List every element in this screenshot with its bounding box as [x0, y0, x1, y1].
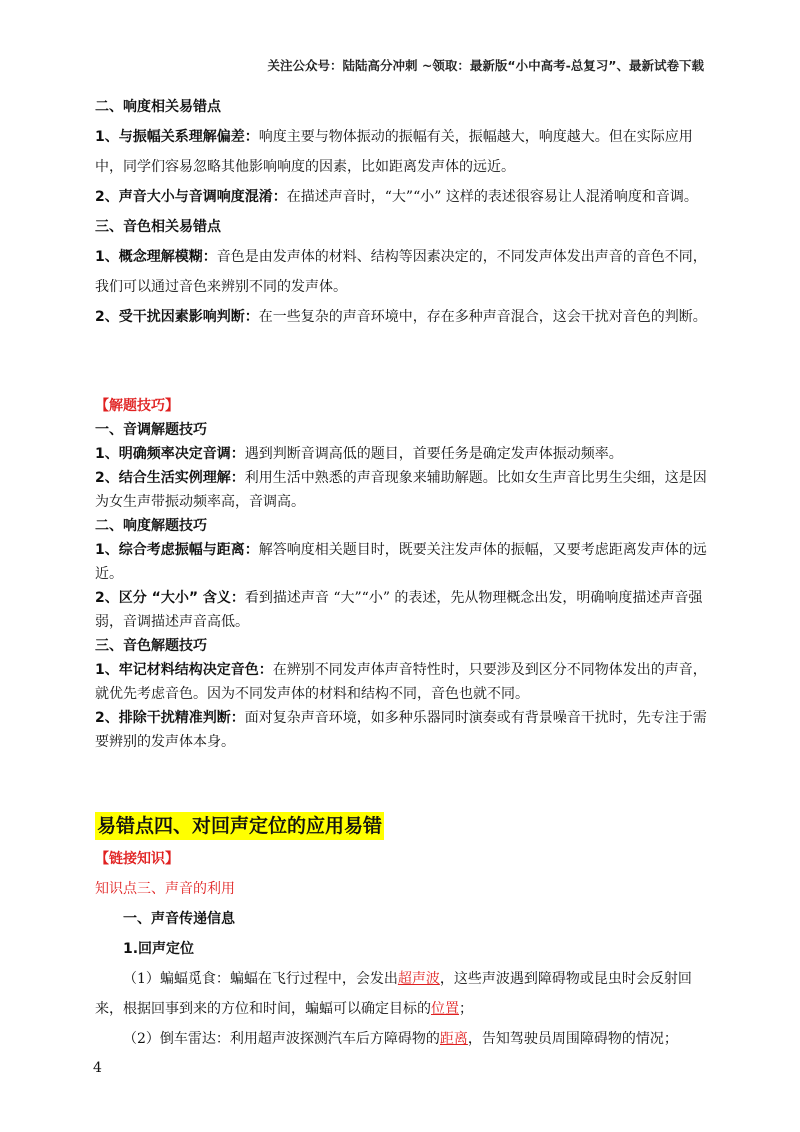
blank-answer: 位置	[431, 1001, 459, 1017]
item-text: 在描述声音时，“大”“小” 这样的表述很容易让人混淆响度和音调。	[286, 189, 698, 205]
blank-answer: 距离	[439, 1031, 468, 1047]
section-four-block	[95, 812, 707, 1054]
text-part: ；	[459, 1001, 473, 1017]
timbre-error-item-2	[95, 302, 707, 332]
item-label: 1、概念理解模糊：	[95, 249, 217, 265]
item-label: 2、声音大小与音调响度混淆：	[95, 189, 287, 205]
item-text: 遇到判断音调高低的题目，首要任务是确定发声体振动频率。	[244, 446, 623, 462]
loudness-tip-2	[95, 586, 707, 634]
item-text: 面对复杂声音环境，如多种乐器同时演奏或有背景噪音干扰时，先专注于需要辨别的发声体本身。	[95, 710, 707, 750]
timbre-tip-1	[95, 658, 707, 706]
item-label: 2、排除干扰精准判断：	[95, 710, 245, 726]
loudness-errors-heading: 二、响度相关易错点	[95, 99, 221, 115]
link-knowledge-title: 【链接知识】	[95, 851, 179, 867]
pitch-tip-1	[95, 442, 707, 466]
blank-answer: 超声波	[397, 971, 440, 987]
item-text: 利用生活中熟悉的声音现象来辅助解题。比如女生声音比男生尖细，这是因为女生声带振动频率高，音调高。	[95, 470, 707, 510]
text-part: （2）倒车雷达：利用超声波探测汽车后方障碍物的	[123, 1031, 440, 1047]
item-label: 2、结合生活实例理解：	[95, 470, 245, 486]
loudness-tip-1	[95, 538, 707, 586]
item-label: 2、区分 “大小” 含义：	[95, 590, 245, 606]
timbre-error-item-1	[95, 242, 707, 302]
sub-heading: 一、声音传递信息	[123, 911, 235, 927]
pitch-tip-2	[95, 466, 707, 514]
text-part: ，这些声波遇到障碍物或昆虫时会反射回来，根据回事到来的方位和时间，蝙蝠可以确定目标的	[95, 971, 692, 1017]
text-part: ，告知驾驶员周围障碍物的情况；	[467, 1031, 678, 1047]
section-title: 易错点四、对回声定位的应用易错	[95, 812, 384, 840]
error-points-block	[95, 92, 707, 332]
item-text: 解答响度相关题目时，既要关注发声体的振幅，又要考虑距离发声体的远近。	[95, 542, 707, 582]
item-label: 1、明确频率决定音调：	[95, 446, 245, 462]
text-part: （1）蝙蝠觅食：蝙蝠在飞行过程中，会发出	[123, 971, 398, 987]
timbre-tips-heading: 三、音色解题技巧	[95, 638, 207, 654]
item-label: 1、牢记材料结构决定音色：	[95, 662, 273, 678]
page-header: 关注公众号：陆陆高分冲刺 ~领取：最新版“小中高考-总复习”、最新试卷下载	[267, 58, 704, 73]
sub-sub-heading: 1.回声定位	[123, 941, 195, 957]
item-text: 响度主要与物体振动的振幅有关，振幅越大，响度越大。但在实际应用中，同学们容易忽略其他影响响度的因素，比如距离发声体的远近。	[95, 129, 693, 175]
knowledge-point-title: 知识点三、声音的利用	[95, 881, 235, 897]
tips-title: 【解题技巧】	[95, 398, 179, 414]
item-text: 在一些复杂的声音环境中，存在多种声音混合，这会干扰对音色的判断。	[258, 309, 707, 325]
item-text: 看到描述声音 “大”“小” 的表述，先从物理概念出发，明确响度描述声音强弱，音调描述声音高低。	[95, 590, 703, 630]
pitch-tips-heading: 一、音调解题技巧	[95, 422, 207, 438]
page-number: 4	[93, 1060, 102, 1076]
item-label: 1、综合考虑振幅与距离：	[95, 542, 259, 558]
item-label: 2、受干扰因素影响判断：	[95, 309, 259, 325]
item-text: 在辨别不同发声体声音特性时，只要涉及到区分不同物体发出的声音，就优先考虑音色。因为不同发声体的材料和结构不同，音色也就不同。	[95, 662, 707, 702]
item-text: 音色是由发声体的材料、结构等因素决定的，不同发声体发出声音的音色不同，我们可以通过音色来辨别不同的发声体。	[95, 249, 707, 295]
echo-item-2	[95, 1024, 707, 1054]
loudness-error-item-2	[95, 182, 707, 212]
timbre-errors-heading: 三、音色相关易错点	[95, 219, 221, 235]
echo-item-1	[95, 964, 707, 1024]
timbre-tip-2	[95, 706, 707, 754]
item-label: 1、与振幅关系理解偏差：	[95, 129, 259, 145]
loudness-error-item-1	[95, 122, 707, 182]
loudness-tips-heading: 二、响度解题技巧	[95, 518, 207, 534]
tips-block	[95, 394, 707, 754]
